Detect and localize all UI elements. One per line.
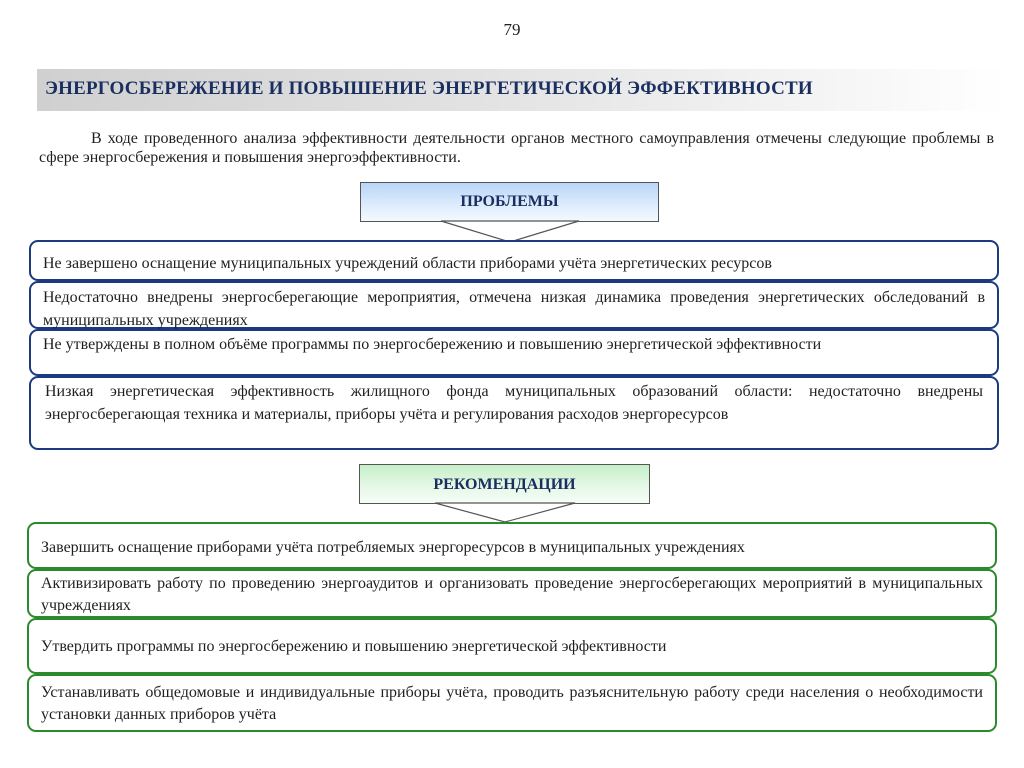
recommendations-header: РЕКОМЕНДАЦИИ: [359, 464, 650, 504]
intro-paragraph: [39, 129, 994, 167]
problem-box: [29, 376, 999, 450]
problem-text: Низкая энергетическая эффективность жилищного фонда муниципальных образований области: недостаточно внедрены энергосберегающая техника и материалы, приборы учёта и регулирования расходов энергоресурсов: [45, 383, 983, 423]
recommendation-text: Утвердить программы по энергосбережению и повышению энергетической эффективности: [41, 638, 667, 655]
recommendation-text: Завершить оснащение приборами учёта потребляемых энергоресурсов в муниципальных учреждениях: [41, 539, 745, 556]
problem-text: Недостаточно внедрены энергосберегающие мероприятия, отмечена низкая динамика проведения энергетических обследований в муниципальных учреждениях: [43, 289, 985, 329]
intro-text: В ходе проведенного анализа эффективности деятельности органов местного самоуправления отмечены следующие проблемы в сфере энергосбережения и повышения энергоэффективности.: [39, 130, 994, 166]
recommendation-box: [27, 674, 997, 732]
problem-text: Не утверждены в полном объёме программы по энергосбережению и повышению энергетической эффективности: [43, 336, 822, 353]
recommendation-box: [27, 522, 997, 569]
problems-header: ПРОБЛЕМЫ: [360, 182, 659, 222]
problem-box: [29, 281, 999, 329]
recommendation-text: Активизировать работу по проведению энергоаудитов и организовать проведение энергосберегающих мероприятий в муниципальных учреждениях: [41, 575, 983, 614]
recommendation-text: Устанавливать общедомовые и индивидуальные приборы учёта, проводить разъяснительную работу среди населения о необходимости установки данных приборов учёта: [41, 684, 983, 723]
recommendation-box: [27, 569, 997, 618]
problem-box: [29, 240, 999, 281]
recommendation-box: [27, 618, 997, 674]
problem-box: [29, 329, 999, 376]
problem-text: Не завершено оснащение муниципальных учреждений области приборами учёта энергетических ресурсов: [43, 255, 772, 272]
page-number: 79: [503, 20, 521, 39]
title-banner: [37, 69, 1005, 111]
recommendations-down-arrow-icon: [434, 502, 576, 524]
page-title: ЭНЕРГОСБЕРЕЖЕНИЕ И ПОВЫШЕНИЕ ЭНЕРГЕТИЧЕСКОЙ ЭФФЕКТИВНОСТИ: [45, 78, 813, 99]
